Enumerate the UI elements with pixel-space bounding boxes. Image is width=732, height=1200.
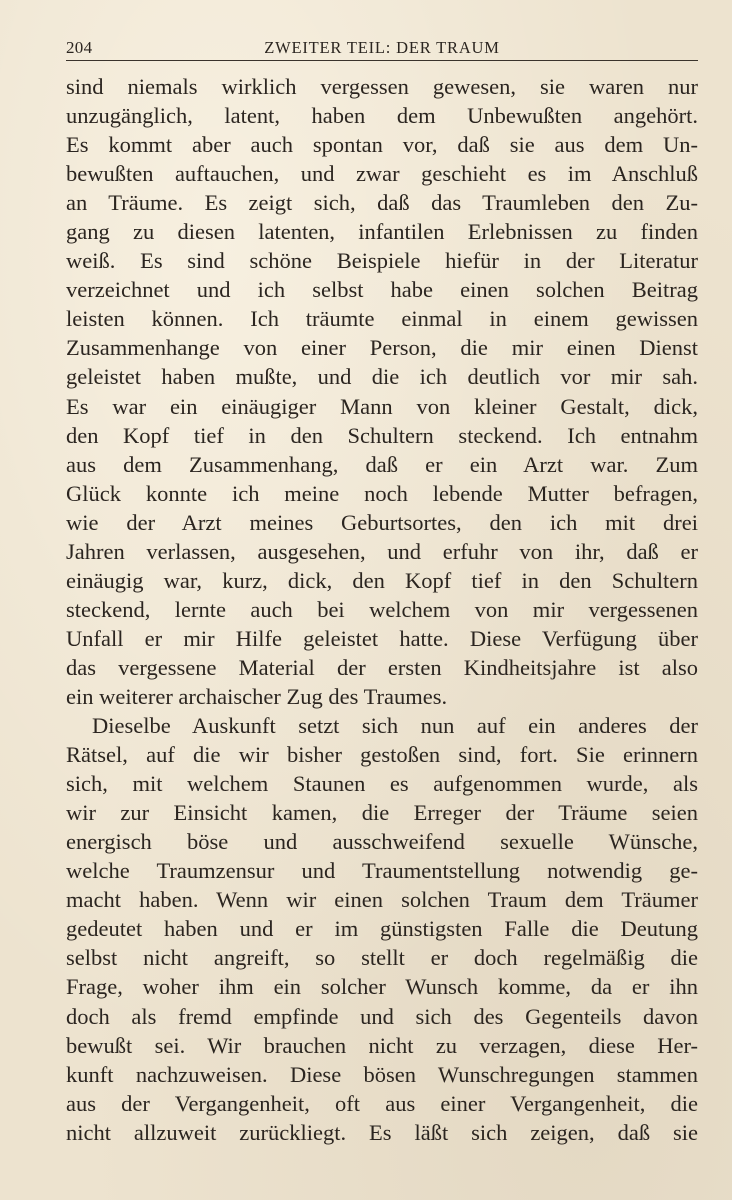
text-line: sich, mit welchem Staunen es aufgenommen wurde, als (66, 771, 698, 797)
text-line: Glück konnte ich meine noch lebende Mutter befragen, (66, 480, 698, 506)
running-title: ZWEITER TEIL: DER TRAUM (264, 38, 500, 57)
text-line: den Kopf tief in den Schultern steckend. Ich entnahm (66, 422, 698, 448)
text-line: energisch böse und ausschweifend sexuelle Wünsche, (66, 829, 698, 855)
text-line: leisten können. Ich träumte einmal in einem gewissen (66, 306, 698, 332)
page-header (66, 36, 698, 61)
text-line: bewußten auftauchen, und zwar geschieht es im Anschluß (66, 161, 698, 187)
text-line: Rätsel, auf die wir bisher gestoßen sind, fort. Sie erinnern (66, 742, 698, 768)
text-line: macht haben. Wenn wir einen solchen Traum dem Träumer (66, 887, 698, 913)
text-line: kunft nachzuweisen. Diese bösen Wunschregungen stammen (66, 1061, 698, 1087)
text-line: geleistet haben mußte, und die ich deutlich vor mir sah. (66, 364, 698, 390)
text-line: verzeichnet und ich selbst habe einen solchen Beitrag (66, 277, 698, 303)
text-line: Unfall er mir Hilfe geleistet hatte. Diese Verfügung über (66, 625, 698, 651)
text-line: einäugig war, kurz, dick, den Kopf tief in den Schultern (66, 567, 698, 593)
text-line: Frage, woher ihm ein solcher Wunsch komme, da er ihn (66, 974, 698, 1000)
text-line: Jahren verlassen, ausgesehen, und erfuhr von ihr, daß er (66, 538, 698, 564)
text-line: gang zu diesen latenten, infantilen Erlebnissen zu finden (66, 219, 698, 245)
text-line: ein weiterer archaischer Zug des Traumes. (66, 683, 448, 709)
text-line: welche Traumzensur und Traumentstellung notwendig ge- (66, 858, 698, 884)
text-line: weiß. Es sind schöne Beispiele hiefür in der Literatur (66, 248, 698, 274)
text-line: Es war ein einäugiger Mann von kleiner Gestalt, dick, (66, 393, 698, 419)
text-line: an Träume. Es zeigt sich, daß das Traumleben den Zu- (66, 190, 698, 216)
text-line: Dieselbe Auskunft setzt sich nun auf ein anderes der (92, 713, 698, 739)
text-line: nicht allzuweit zurückliegt. Es läßt sich zeigen, daß sie (66, 1119, 698, 1145)
text-line: Zusammenhange von einer Person, die mir einen Dienst (66, 335, 698, 361)
text-line: das vergessene Material der ersten Kindheitsjahre ist also (66, 654, 698, 680)
text-line: bewußt sei. Wir brauchen nicht zu verzagen, diese Her- (66, 1032, 698, 1058)
text-line: aus dem Zusammenhang, daß er ein Arzt war. Zum (66, 451, 698, 477)
text-line: sind niemals wirklich vergessen gewesen, sie waren nur (66, 74, 698, 99)
text-line: selbst nicht angreift, so stellt er doch regelmäßig die (66, 945, 698, 971)
paragraph-2 (66, 711, 698, 1147)
text-line: wir zur Einsicht kamen, die Erreger der Träume seien (66, 800, 698, 826)
text-line: gedeutet haben und er im günstigsten Falle die Deutung (66, 916, 698, 942)
text-line: doch als fremd empfinde und sich des Gegenteils davon (66, 1003, 698, 1029)
paragraph-1 (66, 72, 698, 711)
text-line: wie der Arzt meines Geburtsortes, den ich mit drei (66, 509, 698, 535)
text-line: Es kommt aber auch spontan vor, daß sie aus dem Un- (66, 132, 698, 158)
body-text (66, 72, 698, 1147)
text-line: unzugänglich, latent, haben dem Unbewußten angehört. (66, 103, 698, 129)
page-number: 204 (66, 38, 93, 57)
text-line: steckend, lernte auch bei welchem von mir vergessenen (66, 596, 698, 622)
text-line: aus der Vergangenheit, oft aus einer Vergangenheit, die (66, 1090, 698, 1116)
